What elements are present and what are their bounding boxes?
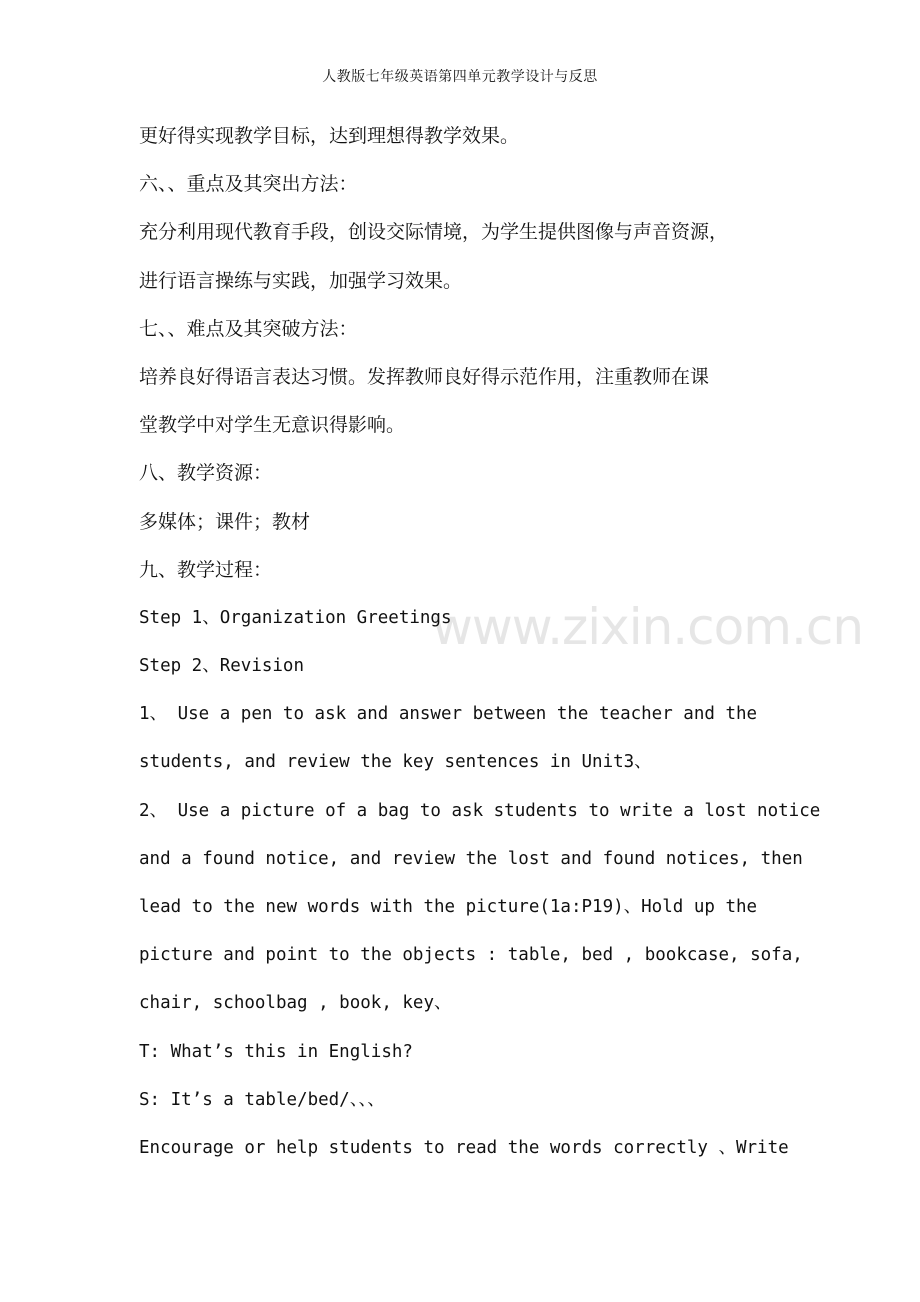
document-body [139,116,859,1176]
section-heading: 九、教学过程： [139,558,273,581]
paragraph-line: 充分利用现代教育手段，创设交际情境，为学生提供图像与声音资源， [139,221,729,244]
dialogue-line: T: What’s this in English? [139,1041,413,1062]
paragraph-line: students, and review the key sentences in Unit3、 [139,752,652,773]
paragraph-line: and a found notice, and review the lost and found notices, then [139,848,803,869]
step-line: Step 1、Organization Greetings [139,607,452,628]
paragraph-line: lead to the new words with the picture(1a:P19)、Hold up the [139,897,758,917]
paragraph-line: chair, schoolbag , book, key、 [139,993,452,1014]
page-header: 人教版七年级英语第四单元教学设计与反思 [322,69,598,85]
paragraph-line: 培养良好得语言表达习惯。发挥教师良好得示范作用，注重教师在课 [139,365,710,388]
paragraph-line: 多媒体；课件；教材 [139,510,311,533]
step-line: Step 2、Revision [139,656,305,677]
paragraph-line: 进行语言操练与实践，加强学习效果。 [139,269,463,292]
watermark: www.zixin.com.cn [432,598,864,656]
section-heading: 七、、难点及其突破方法： [139,317,358,340]
section-heading: 六、、重点及其突出方法： [139,173,358,196]
paragraph-line: 2、 Use a picture of a bag to ask students to write a lost notice [139,800,821,821]
paragraph-line: 更好得实现教学目标，达到理想得教学效果。 [139,125,520,147]
paragraph-line: picture and point to the objects : table, bed , bookcase, sofa, [139,945,803,966]
dialogue-line: S: It’s a table/bed/、、、 [139,1089,385,1110]
section-heading: 八、教学资源： [139,462,273,485]
paragraph-line: Encourage or help students to read the words correctly 、Write [139,1137,789,1158]
paragraph-line: 1、 Use a pen to ask and answer between the teacher and the [139,704,758,725]
paragraph-line: 堂教学中对学生无意识得影响。 [139,414,406,437]
